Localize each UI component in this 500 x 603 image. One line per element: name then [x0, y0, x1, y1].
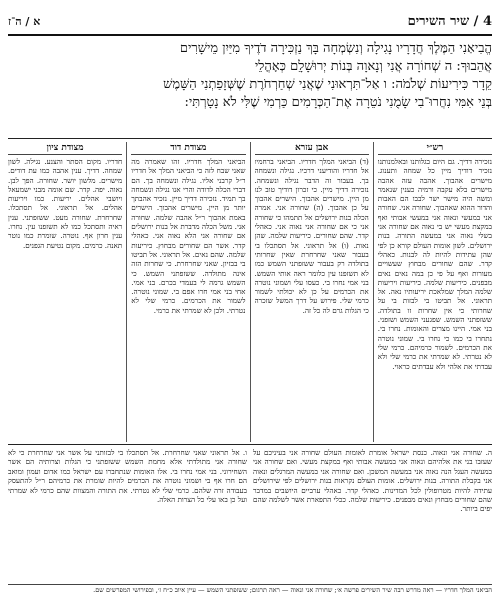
- verse-line: אֲהֵבוּךָ: ה שְׁחוֹרָה אֲנִי וְנָאוָה בְּנוֹת יְרוּשָׁלָ͏ִם כְּאָהֳלֵי: [254, 59, 492, 74]
- verse-line: קֵדָר כִּירִיעוֹת שְׁלֹמֹה: ו אַל־תִּרְאוּנִי שֶׁאֲנִי שְׁחַרְחֹרֶת שֶׁשְּׁזָפַתְנִי הַשָּׁמֶשׁ: [163, 77, 492, 92]
- column-text: נזכירה דדיך. גם היום בגלותנו ובאלמנותנו נזכיר דודיך מיין כל שמחה ותענוג. מישרים אהבוך. אהבה עזה אהבה מישרים בלא עקבה ורמיה כענין שנאמר ומשה היה מישר ישר לבבו הם האבות והדור ההוא שאהבוך. שחורה אני. שחורה אני במעשי ונאוה אני במעשי אבותי ואף במקצת מעשי יש בי נאוה אם שחורה אני בשלי נאוה אני במעשה התורה. בנות ירושלים. לשון אומות העולם קורא כן לפי שהן עתידות להיות לה לבנות. כאהלי קדר. שהם שחורים מבחוץ שעשויים מעורות ואף על פי כן במה נאים נאים מבפנים. כיריעות שלמה. כיריעות ויריעות שלמה המלך שמלאכת יריעותיו נאה. אל תראוני. אל תביטו בי לבזות בי על שחרותי כי אין שחרות זו בתולדה. ששזפתני השמש. שפגעני השמש ושזפני. בני אמי. היינו מצרים והאומות. נחרו בי. נתחרו בי כמו כי נחרו בי. שמוני נוטרה את הכרמים. לשמור כרמיהם. כרמי שלי לא נטרתי. לא שמרתי את כרמי שלי ולא עבדתי את אלהי ולא עבדתים כראוי.: [377, 157, 492, 371]
- divider: [250, 142, 251, 442]
- lower-commentary-right: ה. שחורה אני ונאוה. כנסת ישראל אומרת לאומות העולם שחורה אני בעיניכם על שעזבו בני את אלהיהם ונאוה אני במעשה אבותי ואף במקצת מעשי. ואם שחורה אני במעשה העגל הנה נאוה אני במעשה המשכן. ואם שחורה אני במעשה המרגלים ונאוה אני בקבלת התורה. בנות ירושלים. אומות העולם נקראות בנות ירושלים לפי שירושלים עתידה להיות מטרופולין לכל המדינות. כאהלי קדר. כאהלי ערביים היושבים במדבר שהם שחורים מבחוץ ונאים מבפנים. כיריעות שלמה. ככלי התפארת אשר לשלמה שהם יפים ביותר.: [253, 448, 492, 514]
- lower-commentary-left: ו. אל תראוני שאני שחרחרת. אל תסתכלו בי לבזותני על אשר אני שחרחרת כי לא שחורה אני מתולדתי אלא מחמת השמש ששזפתני כי הגלות וצרותיה הם אשר השחירוני. בני אמי נחרו בי. אלו האומות שנתחברו עם ישראל כמו אדום ועמון ומואב הם חרו אף בי ושמוני נוטרה את הכרמים להיות שומרת את כרמיהם ר״ל להתעסק בעבודה זרה שלהם. כרמי שלי לא נטרתי. את התורה והמצוות שהם כרמי לא שמרתי ועל כן באו עלי כל הצרות האלה.: [8, 448, 247, 505]
- column-text: (ד) הביאני המלך חדריו. הביאני ברחמיו אל חדריו והודיעני דרכיו. נגילה ונשמחה בך. בעבור זה הדבר נגילה ונשמחה. נזכירה דדיך מיין. כי זכרון דודיך טוב לנו מן היין. מישרים אהבוך. הישרים אהבוך על כן אהבוך. (ה) שחורה אני. אמרה הכלה בנות ירושלים אל תתמהו כי שחורה אני כי אם שחורה אני נאוה אני. כאהלי קדר. שהם שחורים. כיריעות שלמה. שהן נאות. (ו) אל תראוני. אל תסתכלו בי בעבור שאני שחרחרת שאין שחרותי בתולדה רק בעבור ששזפתני השמש כמו לא תשזפנו עין כלומר ראה אותי השמש. בני אמי נחרו בי. כעסו עלי ושמוני נוטרה את הכרמים על כן לא יכולתי לשמור כרמי שלי. פירוש על דרך המשל שזכרה כי הגלות גרם לה כל זה.: [254, 157, 369, 315]
- column-title: מצודת דוד: [131, 142, 245, 155]
- divider: [8, 138, 492, 139]
- main-verses: [8, 40, 492, 136]
- column-text: חדריו. מקום הסתר והצנע. נגילה. לשון שמחה. דדיך. ענין אהבה כמו עת דודים. מישרים. מלשון יושר. שחורה. הפך לבן. נאוה. יפה. קדר. שם אומה מבני ישמעאל ויושבי אהלים. יריעות. כמו ויריעות אהלים. אל תראוני. אל תסתכלו. שחרחרת. שחורה מעט. ששזפתני. ענין ראיה ותסתכל כמו לא תשזפנו עין. נחרו. ענין חרון אף. נוטרה. שומרת כמו נוטר תאנה. כרמים. מקום נטיעת הגפנים.: [8, 157, 123, 250]
- footnote: הביאני המלך חדריו — ראה מדרש רבה שיר השירים פרשה א׳; שחורה אני ונאוה — ראה תרגום; ששזפתני השמש — עיין איוב כ״ח ז׳, ובפירושי המפרשים שם.: [93, 587, 492, 594]
- divider: [8, 584, 492, 585]
- commentary-metzudat-zion: [8, 142, 122, 442]
- verse-line: הֱבִיאַנִי הַמֶּלֶךְ חֲדָרָיו נָגִילָה וְנִשְׂמְחָה בָּךְ נַזְכִּירָה דֹדֶיךָ מִיַּיִן מֵישָׁרִים: [179, 41, 492, 56]
- divider: [126, 142, 127, 442]
- divider: [373, 142, 374, 442]
- chapter-verse-ref: א / ה־ז: [8, 14, 41, 28]
- column-title: רש״י: [378, 142, 492, 155]
- commentary-ibn-ezra: [255, 142, 369, 442]
- page-header: [8, 8, 492, 36]
- column-title: מצודת ציון: [8, 142, 122, 155]
- commentary-metzudat-david: [131, 142, 245, 442]
- divider: [8, 444, 492, 445]
- commentary-columns: [8, 142, 492, 442]
- verse-line: בְּנֵי אִמִּי נִחֲרוּ־בִי שָׂמֻנִי נֹטֵרָה אֶת־הַכְּרָמִים כַּרְמִי שֶׁלִּי לֹא נָטָרְתִּי:: [184, 95, 492, 110]
- column-title: אבן עזרא: [255, 142, 369, 155]
- book-title: 4 / שיר השירים: [407, 14, 492, 29]
- lower-commentary: [8, 448, 492, 580]
- column-text: הביאני המלך חדריו. זהו שאמרה מה שאני שבח לזה כי הביאני המלך אל חדריו ר״ל קרבני אליו. נגילה ונשמחה בך. הם דברי הכלה לדודה והרי אנו נגילה ונשמחה בך תמיד. נזכירה דדיך מיין. נזכיר אהבתך יותר מן היין. מישרים אהבוך. הישרים באמת אהבוך ר״ל אהבה שלמה. שחורה אני. משל הכלה מדברת אל בנות ירושלים אם שחורה אני הלא נאוה אני. כאהלי קדר. אשר הם שחורים מבחוץ. כיריעות שלמה. שהם נאים. אל תראוני. אל תביטו בי בבזיון. שאני שחרחרת. כי שחרות הזה אינה מתולדה. ששזפתני השמש. כי השמש גרמה לי בעמדי בכרם. בני אמי. אחי בני אמי חרו אפם בי. שמוני נוטרה. לשמור את הכרמים. כרמי שלי לא נטרתי. ולכן לא שמרתי את כרמי.: [131, 157, 246, 315]
- commentary-rashi: [378, 142, 492, 442]
